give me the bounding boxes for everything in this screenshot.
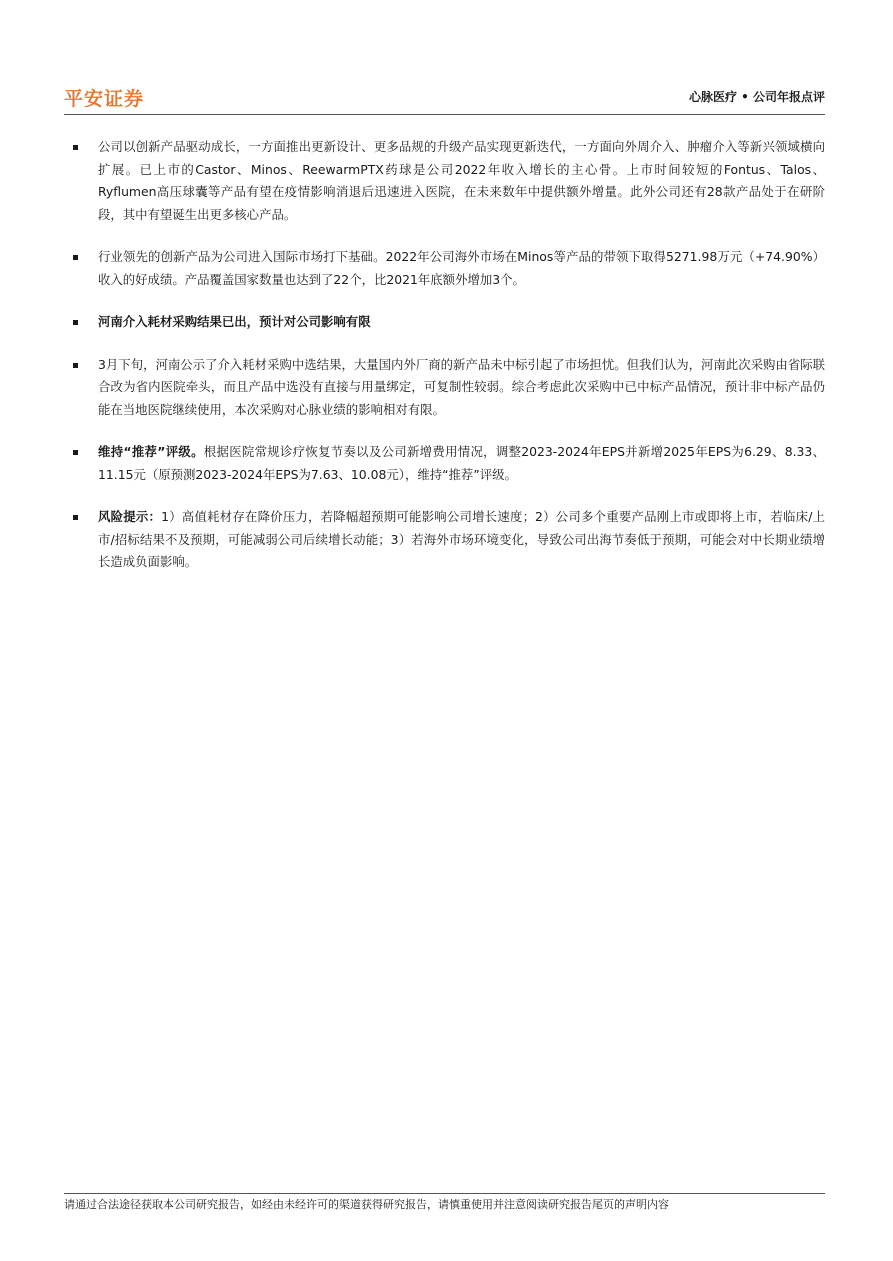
bullet-item [64, 246, 825, 291]
bullet-item [64, 136, 825, 226]
square-bullet-icon [73, 450, 78, 455]
bullet-item [64, 506, 825, 574]
footer-divider [64, 1193, 825, 1194]
bullet-heading: 风险提示： [98, 509, 162, 524]
bullet-text: 根据医院常规诊疗恢复节奏以及公司新增费用情况，调整2023-2024年EPS并新增2025年EPS为6.29、8.33、11.15元（原预测2023-2024年EPS为7.63、10.08元），维持“推荐”评级。 [98, 444, 825, 482]
brand-logo: 平安证券 [64, 88, 145, 110]
square-bullet-icon [73, 145, 78, 150]
bullet-item [64, 441, 825, 486]
page-header [64, 78, 825, 116]
square-bullet-icon [73, 320, 78, 325]
header-divider [64, 114, 825, 115]
bullet-text: 行业领先的创新产品为公司进入国际市场打下基础。2022年公司海外市场在Minos等产品的带领下取得5271.98万元（+74.90%）收入的好成绩。产品覆盖国家数量也达到了22个，比2021年底额外增加3个。 [98, 249, 825, 287]
bullet-item [64, 311, 825, 334]
square-bullet-icon [73, 363, 78, 368]
footer-disclaimer: 请通过合法途径获取本公司研究报告，如经由未经许可的渠道获得研究报告，请慎重使用并注意阅读研究报告尾页的声明内容 [64, 1198, 669, 1211]
bullet-text: 公司以创新产品驱动成长，一方面推出更新设计、更多品规的升级产品实现更新迭代，一方面向外周介入、肿瘤介入等新兴领域横向扩展。已上市的Castor、Minos、ReewarmPTX药球是公司2022年收入增长的主心骨。上市时间较短的Fontus、Talos、Ryflumen高压球囊等产品有望在疫情影响消退后迅速进入医院，在未来数年中提供额外增量。此外公司还有28款产品处于在研阶段，其中有望诞生出更多核心产品。 [98, 139, 825, 222]
bullet-heading: 河南介入耗材采购结果已出，预计对公司影响有限 [98, 314, 371, 329]
bullet-item [64, 354, 825, 422]
square-bullet-icon [73, 255, 78, 260]
bullet-heading: 维持“推荐”评级。 [98, 444, 204, 459]
bullet-text: 1）高值耗材存在降价压力，若降幅超预期可能影响公司增长速度；2）公司多个重要产品刚上市或即将上市，若临床/上市/招标结果不及预期，可能减弱公司后续增长动能；3）若海外市场环境变化，导致公司出海节奏低于预期，可能会对中长期业绩增长造成负面影响。 [98, 509, 825, 569]
report-body [64, 136, 825, 594]
report-type-label: 心脉医疗 • 公司年报点评 [688, 90, 825, 104]
square-bullet-icon [73, 515, 78, 520]
bullet-text: 3月下旬，河南公示了介入耗材采购中选结果，大量国内外厂商的新产品未中标引起了市场担忧。但我们认为，河南此次采购由省际联合改为省内医院牵头，而且产品中选没有直接与用量绑定，可复制性较弱。综合考虑此次采购中已中标产品情况，预计非中标产品仍能在当地医院继续使用，本次采购对心脉业绩的影响相对有限。 [98, 356, 825, 417]
